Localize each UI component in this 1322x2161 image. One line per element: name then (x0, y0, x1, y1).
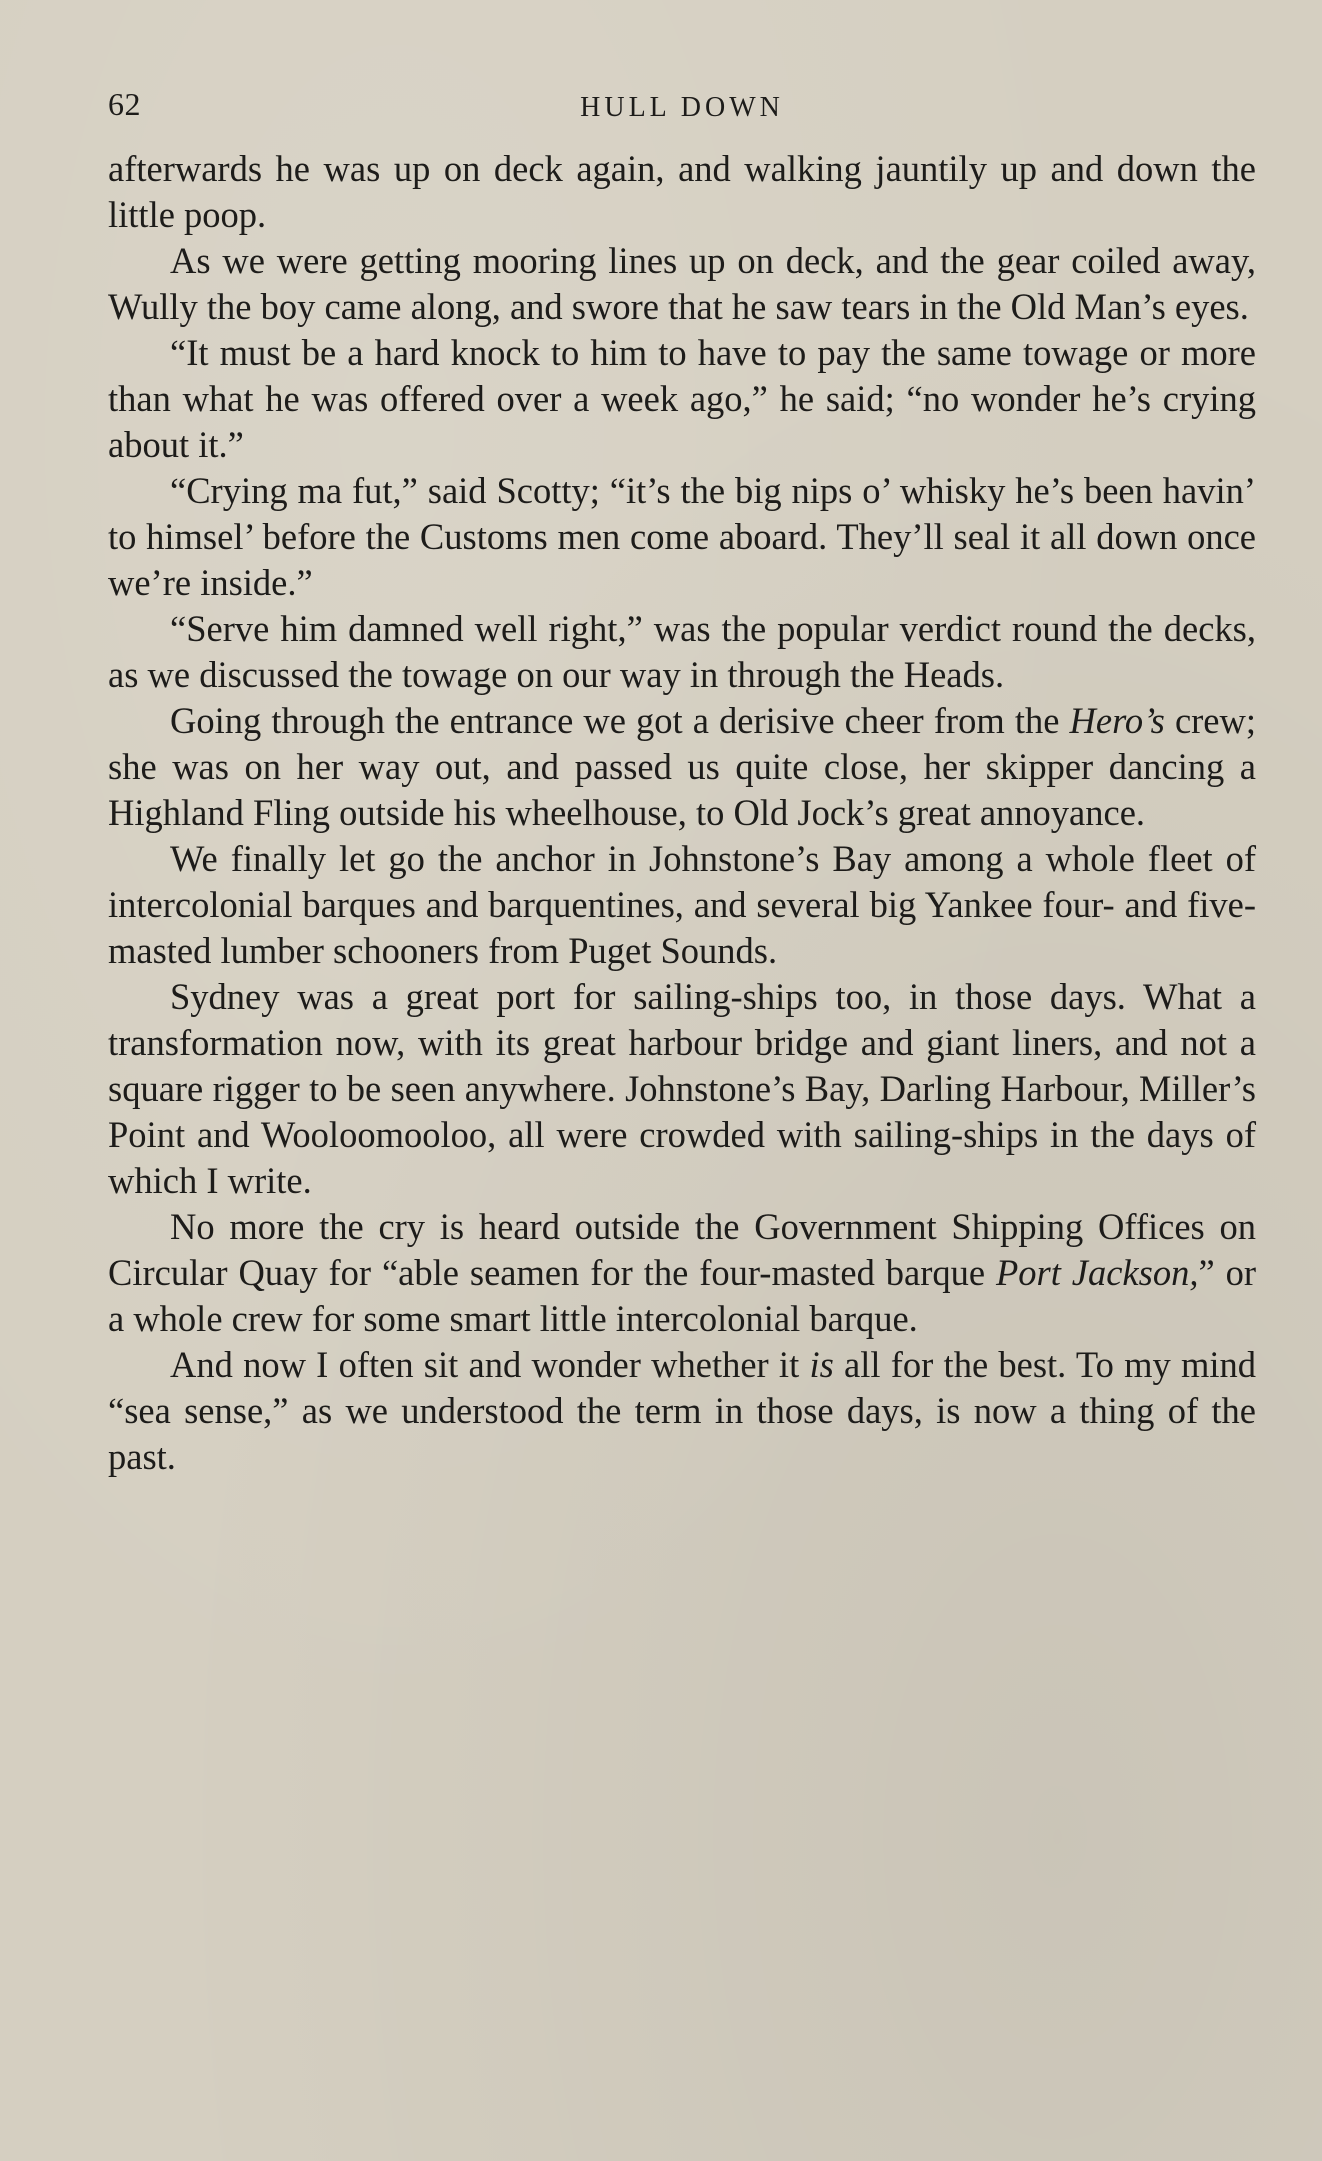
paragraph (108, 238, 1256, 330)
paragraph (108, 1342, 1256, 1480)
body-text (108, 146, 1256, 1480)
paragraph (108, 974, 1256, 1204)
text-run: As we were getting mooring lines up on deck, and the gear coiled away, Wully the boy came along, and swore that he saw tears in the Old Man’s eyes. (108, 240, 1256, 327)
paragraph (108, 146, 1256, 238)
text-run: And now I often sit and wonder whether it (170, 1344, 810, 1385)
paragraph (108, 606, 1256, 698)
text-run: We finally let go the anchor in Johnstone’s Bay among a whole fleet of intercolonial barques and barquentines, and several big Yankee four- and five-masted lumber schooners from Puget Sounds. (108, 838, 1256, 971)
paragraph (108, 330, 1256, 468)
text-run: “Serve him damned well right,” was the popular verdict round the decks, as we discussed the towage on our way in through the Heads. (108, 608, 1256, 695)
text-run: Going through the entrance we got a derisive cheer from the (170, 700, 1070, 741)
text-run: “Crying ma fut,” said Scotty; “it’s the big nips o’ whisky he’s been havin’ to himsel’ before the Customs men come aboard. They’ll seal it all down once we’re inside.” (108, 470, 1256, 603)
page-number: 62 (108, 86, 141, 122)
paragraph (108, 1204, 1256, 1342)
italic-text: is (809, 1344, 834, 1385)
text-run: afterwards he was up on deck again, and walking jauntily up and down the little poop. (108, 148, 1256, 235)
text-run: “It must be a hard knock to him to have to pay the same towage or more than what he was offered over a week ago,” he said; “no wonder he’s crying about it.” (108, 332, 1256, 465)
page-header (108, 86, 1256, 130)
text-run: No more the cry is heard outside the Government Shipping Offices on Circular Quay for “able seamen for the four-masted barque (108, 1206, 1256, 1293)
running-head: HULL DOWN (580, 92, 784, 123)
text-run: Sydney was a great port for sailing-ships too, in those days. What a transformation now, with its great harbour bridge and giant liners, and not a square rigger to be seen anywhere. Johnstone’s Bay, Darling Harbour, Miller’s Point and Wooloomooloo, all were crowded with sailing-ships in the days of which I write. (108, 976, 1256, 1201)
text-run: crew; she was on her way out, and passed us quite close, her skipper dancing a Highland Fling outside his wheelhouse, to Old Jock’s great annoyance. (108, 700, 1256, 833)
italic-text: Hero’s (1069, 700, 1165, 741)
text-run: ” or a whole crew for some smart little intercolonial barque. (108, 1252, 1256, 1339)
italic-text: Port Jackson, (995, 1252, 1199, 1293)
paragraph (108, 468, 1256, 606)
text-run: all for the best. To my mind “sea sense,” as we understood the term in those days, is now a thing of the past. (108, 1344, 1256, 1477)
paragraph (108, 836, 1256, 974)
paragraph (108, 698, 1256, 836)
